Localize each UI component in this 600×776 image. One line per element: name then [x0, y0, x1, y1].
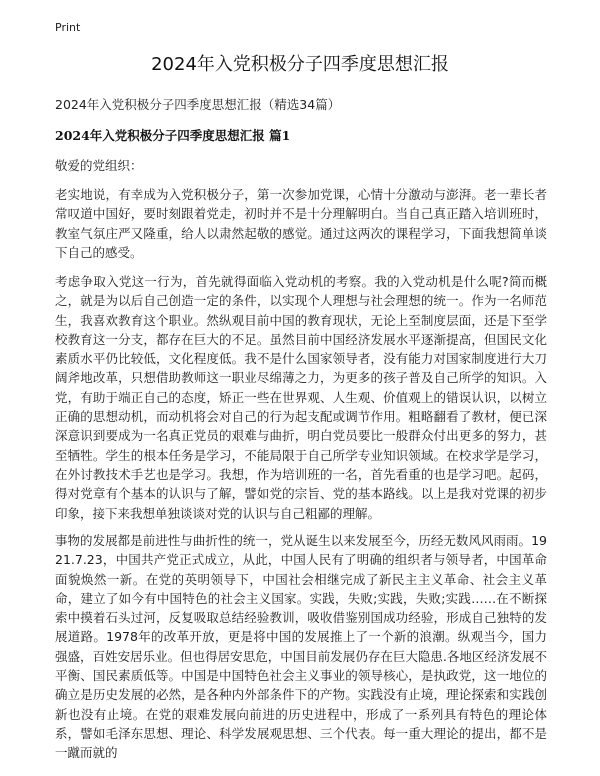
print-link[interactable]: Print: [55, 21, 81, 34]
paragraph-2: 考虑争取入党这一行为，首先就得面临入党动机的考察。我的入党动机是什么呢?简而概之，就是为以后自己创造一定的条件，以实现个人理想与社会理想的统一。作为一名师范生，我喜欢教育这个职业。然纵观目前中国的教育现状，无论上至制度层面，还是下至学校教育这一分支，都存在巨大的不足。虽然目前中国经济发展水平逐渐提高，但国民文化素质水平仍比较低，文化程度低。我不是什么国家领导者，没有能力对国家制度进行大刀阔斧地改革，只想借助教师这一职业尽绵薄之力，为更多的孩子普及自己所学的知识。入党，有助于端正自己的态度，矫正一些在世界观、人生观、价值观上的错误认识，以树立正确的思想动机，而动机将会对自己的行为起支配或调节作用。粗略翻看了教材，便已深深意识到要成为一名真正党员的艰难与曲折，明白党员要比一般群众付出更多的努力，甚至牺牲。学生的根本任务是学习，不能局限于自己所学专业知识领域。在校求学是学习，在外讨教技术手艺也是学习。我想，作为培训班的一名，首先看重的也是学习吧。起码，得对党章有个基本的认识与了解，譬如党的宗旨、党的基本路线。以上是我对党课的初步印象，接下来我想单独谈谈对党的认识与自己粗鄙的理解。: [55, 274, 547, 521]
greeting: 敬爱的党组织：: [55, 158, 143, 173]
document-subtitle: 2024年入党积极分子四季度思想汇报（精选34篇）: [55, 97, 341, 112]
page-title: 2024年入党积极分子四季度思想汇报: [151, 54, 449, 75]
paragraph-1: 老实地说，有幸成为入党积极分子，第一次参加党课，心情十分激动与澎湃。老一辈长者常叹道中国好，要时刻跟着党走，初时并不是十分理解明白。当自己真正踏入培训班时，教室气氛庄严又隆重，给人以肃然起敬的感觉。通过这两次的课程学习，下面我想简单谈下自己的感受。: [55, 187, 547, 260]
section-heading: 2024年入党积极分子四季度思想汇报 篇1: [55, 128, 291, 143]
paragraph-3: 事物的发展都是前进性与曲折性的统一，党从诞生以来发展至今，历经无数风风雨雨。1921.7.23，中国共产党正式成立，从此，中国人民有了明确的组织者与领导者，中国革命面貌焕然一新。在党的英明领导下，中国社会相继完成了新民主主义革命、社会主义革命，建立了如今有中国特色的社会主义国家。实践，失败;实践，失败;实践……在不断探索中摸着石头过河，反复吸取总结经验教训，吸收借鉴别国成功经验，形成自己独特的发展道路。1978年的改革开放，更是将中国的发展推上了一个新的浪潮。纵观当今，国力强盛，百姓安居乐业。但也得居安思危，中国目前发展仍存在巨大隐患.各地区经济发展不平衡、国民素质低等。中国是中国特色社会主义事业的领导核心，是执政党，这一地位的确立是历史发展的必然，是各种内外部条件下的产物。实践没有止境，理论探索和实践创新也没有止境。在党的艰难发展向前进的历史进程中，形成了一系列具有特色的理论体系，譬如毛泽东思想、理论、科学发展观思想、三个代表。每一重大理论的提出，都不是一蹴而就的: [55, 533, 547, 761]
